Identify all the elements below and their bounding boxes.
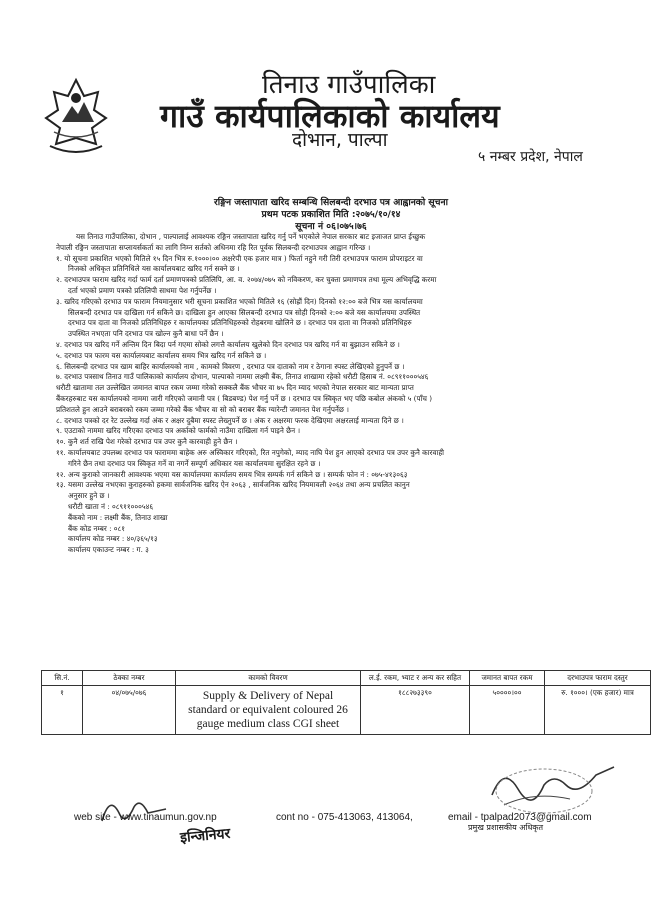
clause-line: बैंकरहरुबाट यस कार्यालयको नाममा जारी गरिएको जमानी पत्र ( बिडबण्ड) पेश गर्नु पर्ने छ । दरभाउ पत्र स्विकृत भए पछि कबोल अंकको ५ (पाँच ) (56, 393, 433, 403)
col-form-fee: दरभाउपत्र फाराम दस्तुर (545, 671, 651, 686)
clause-line: प्रतिशतले हुन आउने बराबरको रकम जम्मा गरेको बैंक भौचर वा सो को बराबर बैंक ग्यारेन्टी जमानत पेश गर्नुपर्नेछ । (56, 404, 349, 414)
col-description: कामको विवरण (176, 671, 361, 686)
clause-line: ५. दरभाउ पत्र फारम यस कार्यालयबाट कार्यालय समय भित्र खरिद गर्न सकिने छ । (56, 350, 267, 360)
col-security: जमानत बापत रकम (470, 671, 545, 686)
bank-detail-line: बैंक कोड नम्बर : ०८१ (68, 523, 125, 533)
clause-line: १. यो सूचना प्रकाशित भएको मितिले १५ दिन भित्र रु.१०००।०० अक्षरेपी एक हजार मात्र ) फिर्ता नहुने गरी तिरी दरभाउपत्र फाराम प्रोपराइटर वा (56, 253, 423, 263)
notice-title: रङ्गिन जस्तापाता खरिद सम्बन्धि सिलबन्दी दरभाउ पत्र आह्वानको सूचना (214, 197, 448, 208)
clause-line: ९. एउटाको नाममा खरिद गरिएका दरभाउ पत्र अर्काको फार्मको नाउँमा दाखिला गर्न पाइने छैन । (56, 426, 301, 436)
clause-line: १३. यसमा उल्लेख नभएका कुराहरुको हकमा सार्वजनिक खरिद ऐन २०६३ , सार्वजनिक खरिद नियमावली २०६४ तथा अन्य प्रचलित कानुन (56, 480, 410, 490)
notice-body (56, 232, 648, 556)
office-name: गाउँ कार्यपालिकाको कार्यालय (160, 97, 500, 135)
chief-officer-label: प्रमुख प्रशासकीय अधिकृत (468, 823, 544, 832)
col-estimate: ल.ई. रकम, भ्याट र अन्य कर सहित (361, 671, 470, 686)
clause-line: ८. दरभाउ पत्रको दर रेट उल्लेख गर्दा अंक र अक्षर दुबैमा स्पस्ट लेख्नुपर्ने छ । अंक र अक्षरमा फरक देखिएमा अक्षरलाई मान्यता दिने छ । (56, 415, 404, 425)
cell-description: Supply & Delivery of Nepal standard or equivalent coloured 26 gauge medium class CGI sheet (176, 686, 361, 735)
notice-number: सूचना नं ०६।०७५।७६ (295, 221, 367, 232)
clause-line: धरौटी खातामा तल उल्लेखित जमानत बापत रकम जम्मा गरेको सक्कलै बैंक भौचर वा ७५ दिन म्याद भएको नेपाल सरकार बाट मान्यता प्राप्त (56, 383, 414, 393)
clause-line: १२. अन्य कुराको जानकारी आवश्यक भएमा यस कार्यालयमा कार्यालय समय भित्र सम्पर्क गर्न सकिने छ । सम्पर्क फोन नं : ०७५-४१३०६३ (56, 469, 408, 479)
clause-line: अनुसार हुने छ । (68, 491, 110, 501)
first-publish-date: प्रथम पटक प्रकाशित मिति :२०७५/१०/१४ (261, 209, 401, 220)
table-row (42, 686, 651, 735)
footer-email: email - tpalpad2073@gmail.com (448, 812, 592, 823)
footer-contact: cont no - 075-413063, 413064, (276, 812, 413, 823)
intro-line: नेपाली रङ्गिन जस्तापाता सप्लायर्सकर्ता का लागि निम्न सर्तको अधिनमा रहि रित पूर्वक सिलबन्दी दरभाउपत्र आह्वान गरिन्छ । (56, 242, 371, 252)
bank-detail-line: कार्यालय एकाउन्ट नम्बर : ग. ३ (68, 545, 149, 555)
cell-contract-no: ०४/०७५/०७६ (83, 686, 176, 735)
cell-form-fee: रु. १०००। (एक हजार) मात्र (545, 686, 651, 735)
bank-detail-line: बैंकको नाम : लक्ष्मी बैंक, तिनाउ शाखा (68, 512, 168, 522)
clause-line: ११. कार्यालयबाट उपलब्ध दरभाउ पत्र फाराममा बाहेक अरु अस्विकार गरिएको, रित नपुगेको, म्याद नाघि पेश हुन आएको दरभाउ पत्र उपर कुनै कारवाही (56, 447, 445, 457)
tender-table (41, 670, 651, 735)
cell-serial: १ (42, 686, 83, 735)
clause-line: गरिने छैन तथा दरभाउ पत्र स्विकृत गर्ने वा नगर्ने सम्पूर्ण अधिकार यस कार्यालयमा सुरक्षित रहने छ । (68, 458, 321, 468)
clause-line: ३. खरिद गरिएको दरभाउ पत्र फाराम नियमानुसार भरी सूचना प्रकाशित भएको मितिले १६ (सोह्रौं दिन) दिनको १२:०० बजे भित्र यस कार्यालयमा (56, 296, 423, 306)
cell-estimate: १८८२७३३९० (361, 686, 470, 735)
col-contract-no: ठेक्का नम्बर (83, 671, 176, 686)
bank-detail-line: कार्यालय कोड नम्बर : ४०/३६५/१३ (68, 534, 158, 544)
engineer-stamp: इन्जिनियर (179, 825, 231, 847)
bank-detail-line: धरौटी खाता नं : ०८९११०००५४६ (68, 501, 154, 511)
province-name: ५ नम्बर प्रदेश, नेपाल (478, 149, 583, 165)
cell-security: ५००००।०० (470, 686, 545, 735)
nepal-government-emblem-icon (40, 72, 112, 158)
clause-line: ४. दरभाउ पत्र खरिद गर्ने अन्तिम दिन बिदा पर्न गएमा सोको लगत्तै कार्यालय खुलेको दिन दरभाउ पत्र खरिद गर्न वा बुझाउन सकिने छ । (56, 339, 400, 349)
clause-line: १०. कुनै शर्त राखि पेश गरेको दरभाउ पत्र उपर कुनै कारवाही हुने छैन । (56, 437, 238, 447)
table-header-row (42, 671, 651, 686)
clause-line: ७. दरभाउ पत्रसाथ तिनाउ गाउँ पालिकाको कार्यालय दोभान, पाल्पाको नाममा लक्ष्मी बैंक, तिनाउ शाखामा रहेको धरौटी हिसाब नं. ०८९११०००५४६ (56, 372, 429, 382)
footer-website: web site - www.tinaumun.gov.np (74, 812, 217, 823)
clause-line: निजको अधिकृत प्रतिनिधिले यस कार्यालयबाट खरिद गर्न सक्ने छ । (68, 264, 240, 274)
clause-line: ६. सिलबन्दी दरभाउ पत्र खाम बाहिर कार्यालयको नाम , कामको विवरण , दरभाउ पत्र दाताको नाम र ठेगाना स्पस्ट लेखिएको हुनुपर्ने छ । (56, 361, 405, 371)
intro-line: यस तिनाउ गाउँपालिका, दोभान , पाल्पालाई आवश्यक रङ्गिन जस्तापाता खरिद गर्नु पर्ने भएकोले नेपाल सरकार बाट इजाजत प्राप्त ईच्छुक (76, 232, 426, 241)
municipality-name: तिनाउ गाउँपालिका (262, 70, 436, 100)
clause-line: दर्ता भएको प्रमाण पत्रको प्रतिलिपी साथमा पेश गर्नुपर्नेछ । (68, 285, 217, 295)
col-serial: सि.नं. (42, 671, 83, 686)
clause-line: २. दरभाउपत्र फाराम खरिद गर्दा फार्म दर्ता प्रमाणपत्रको प्रतिलिपि, आ. व. २०७४/०७५ को नविकरण, कर चुक्ता प्रमाणपत्र तथा मूल्य अभिवृद्धि करमा (56, 275, 437, 285)
clause-line: सिलबन्दी दरभाउ पत्र दाखिला गर्न सकिने छ। दाखिला हुन आएका सिलबन्दी दरभाउ पत्र सोही दिनको २:०० बजे यस कार्यालयमा उपस्थित (68, 307, 421, 317)
clause-line: उपस्थित नभएता पनि दरभाउ पत्र खोल्न कुनै बाधा पर्ने छैन । (68, 329, 224, 339)
clause-line: दरभाउ पत्र दाता वा निजको प्रतिनिधिहरु र कार्यालयका प्रतिनिधिहरुको रोहबरमा खोलिने छ । दरभाउ पत्र दाता वा निजको प्रतिनिधिहरु (68, 318, 412, 328)
office-location: दोभान, पाल्पा (292, 129, 388, 151)
